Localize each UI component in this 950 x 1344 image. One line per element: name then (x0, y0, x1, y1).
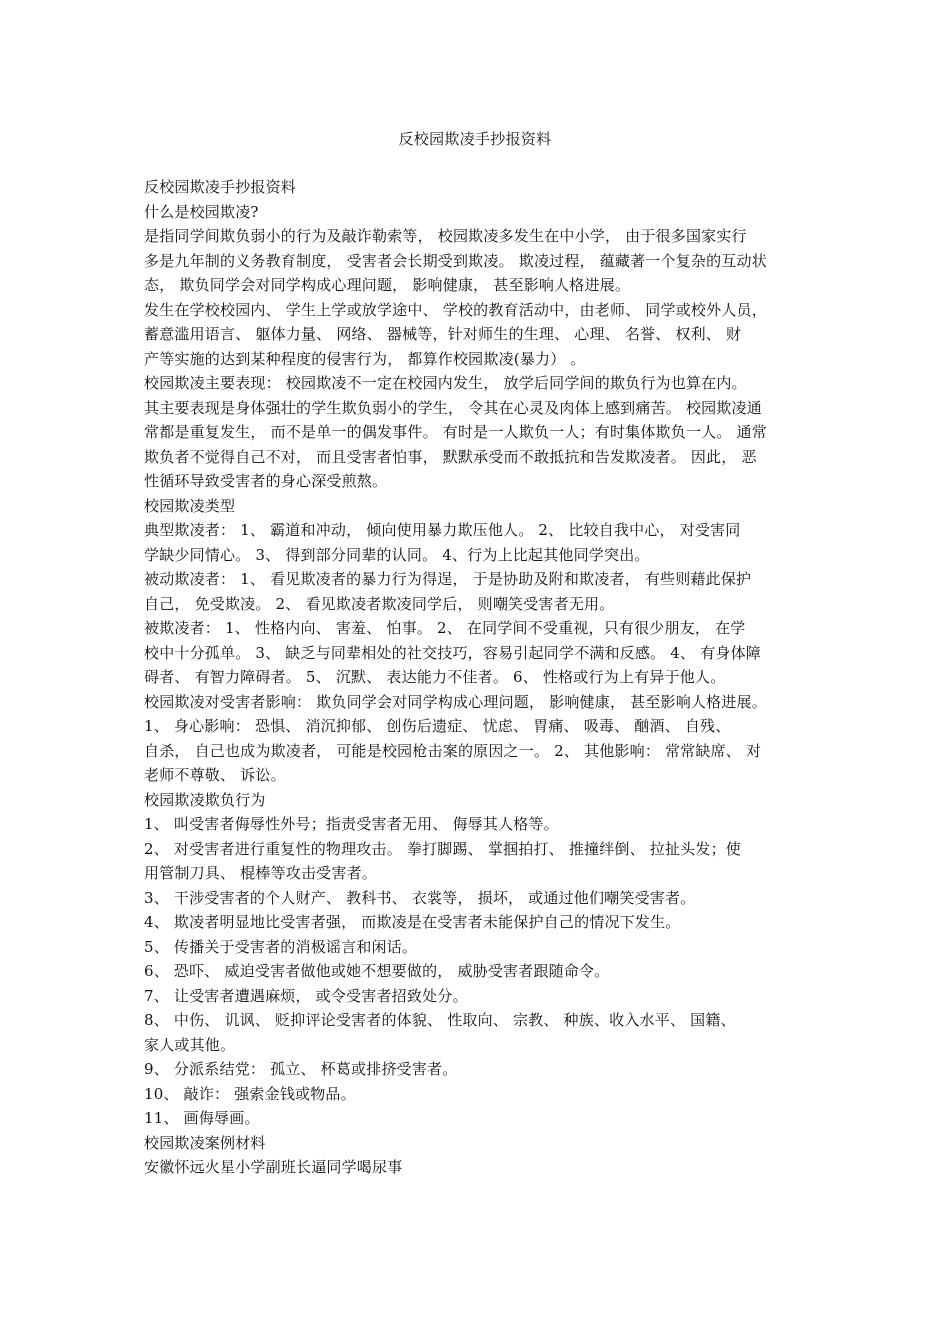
text-line: 自杀， 自己也成为欺凌者， 可能是校园枪击案的原因之一。 2、 其他影响： 常常缺席、 对 (144, 741, 762, 760)
text-line: 反校园欺凌手抄报资料 (144, 178, 297, 196)
text-line: 8、 中伤、 讥讽、 贬抑评论受害者的体貌、 性取向、 宗教、 种族、收入水平、 国籍、 (144, 1011, 736, 1029)
text-line: 常都是重复发生， 而不是单一的偶发事件。 有时是一人欺负一人；有时集体欺负一人。 通常 (144, 423, 767, 441)
text-line: 被欺凌者： 1、 性格内向、 害羞、 怕事。 2、 在同学间不受重视，只有很少朋友， 在学 (144, 619, 746, 637)
document-body (144, 175, 824, 1180)
text-line: 产等实施的达到某种程度的侵害行为， 都算作校园欺凌(暴力） 。 (144, 349, 586, 368)
text-line: 碍者、 有智力障碍者。 5、 沉默、 表达能力不佳者。 6、 性格或行为上有异于他人。 (144, 668, 726, 686)
text-line: 7、 让受害者遭遇麻烦， 或令受害者招致处分。 (144, 986, 468, 1005)
text-line: 10、 敲诈： 强索金钱或物品。 (144, 1084, 356, 1103)
text-line: 校园欺凌对受害者影响： 欺负同学会对同学构成心理问题， 影响健康， 甚至影响人格进展。 (144, 692, 767, 711)
text-line: 欺负者不觉得自己不对， 而且受害者怕事， 默默承受而不敢抵抗和告发欺凌者。 因此， 恶 (144, 447, 757, 466)
text-line: 多是九年制的义务教育制度， 受害者会长期受到欺凌。 欺凌过程， 蕴藏著一个复杂的互动状 (144, 251, 767, 270)
text-line: 发生在学校校园内、 学生上学或放学途中、 学校的教育活动中，由老师、 同学或校外人员， (144, 300, 767, 319)
text-line: 自己， 免受欺凌。 2、 看见欺凌者欺凌同学后， 则嘲笑受害者无用。 (144, 594, 615, 613)
text-line: 其主要表现是身体强壮的学生欺负弱小的学生， 令其在心灵及肉体上感到痛苦。 校园欺凌通 (144, 398, 762, 417)
text-line: 安徽怀远火星小学副班长逼同学喝尿事 (144, 1158, 403, 1176)
text-line: 11、 画侮辱画。 (144, 1109, 260, 1127)
text-line: 校园欺凌主要表现： 校园欺凌不一定在校园内发生， 放学后同学间的欺负行为也算在内。 (144, 374, 747, 392)
text-line: 被动欺凌者： 1、 看见欺凌者的暴力行为得逞， 于是协助及附和欺凌者， 有些则藉此保护 (144, 570, 752, 588)
text-line: 1、 叫受害者侮辱性外号；指责受害者无用、 侮辱其人格等。 (144, 815, 559, 833)
text-line: 老师不尊敬、 诉讼。 (144, 766, 286, 784)
document-title: 反校园欺凌手抄报资料 (398, 130, 552, 148)
text-line: 校园欺凌欺负行为 (144, 790, 266, 809)
text-line: 5、 传播关于受害者的消极谣言和闲话。 (144, 937, 418, 956)
text-line: 校中十分孤单。 3、 缺乏与同辈相处的社交技巧，容易引起同学不满和反感。 4、 有身体障 (144, 643, 761, 662)
text-line: 6、 恐吓、 威迫受害者做他或她不想要做的， 威胁受害者跟随命令。 (144, 962, 610, 980)
text-line: 校园欺凌案例材料 (144, 1133, 266, 1152)
text-line: 用管制刀具、 棍棒等攻击受害者。 (144, 864, 377, 882)
text-line: 1、 身心影响： 恐惧、 消沉抑郁、 创伤后遗症、 忧虑、 胃痛、 吸毒、 酗酒、 自残、 (144, 717, 731, 735)
text-line: 态， 欺负同学会对同学构成心理问题， 影响健康， 甚至影响人格进展。 (144, 276, 631, 294)
text-line: 性循环导致受害者的身心深受煎熬。 (144, 472, 388, 490)
text-line: 典型欺凌者： 1、 霸道和冲动， 倾向使用暴力欺压他人。 2、 比较自我中心， 对受害同 (144, 521, 741, 539)
text-line: 是指同学间欺负弱小的行为及敲诈勒索等， 校园欺凌多发生在中小学， 由于很多国家实行 (144, 227, 747, 245)
text-line: 9、 分派系结党： 孤立、 杯葛或排挤受害者。 (144, 1060, 458, 1078)
text-line: 3、 干涉受害者的个人财产、 教科书、 衣裳等， 损坏， 或通过他们嘲笑受害者。 (144, 888, 696, 907)
text-line: 校园欺凌类型 (144, 496, 236, 515)
text-line: 什么是校园欺凌? (144, 202, 259, 221)
text-line: 学缺少同情心。 3、 得到部分同辈的认同。 4、行为上比起其他同学突出。 (144, 545, 650, 564)
text-line: 4、 欺凌者明显地比受害者强， 而欺凌是在受害者未能保护自己的情况下发生。 (144, 913, 681, 931)
text-line: 2、 对受害者进行重复性的物理攻击。 拳打脚踢、 掌掴拍打、 推撞绊倒、 拉扯头发；使 (144, 839, 741, 858)
text-line: 蓄意滥用语言、 躯体力量、 网络、 器械等，针对师生的生理、 心理、 名誉、 权利、 财 (144, 325, 742, 343)
text-line: 家人或其他。 (144, 1035, 236, 1054)
